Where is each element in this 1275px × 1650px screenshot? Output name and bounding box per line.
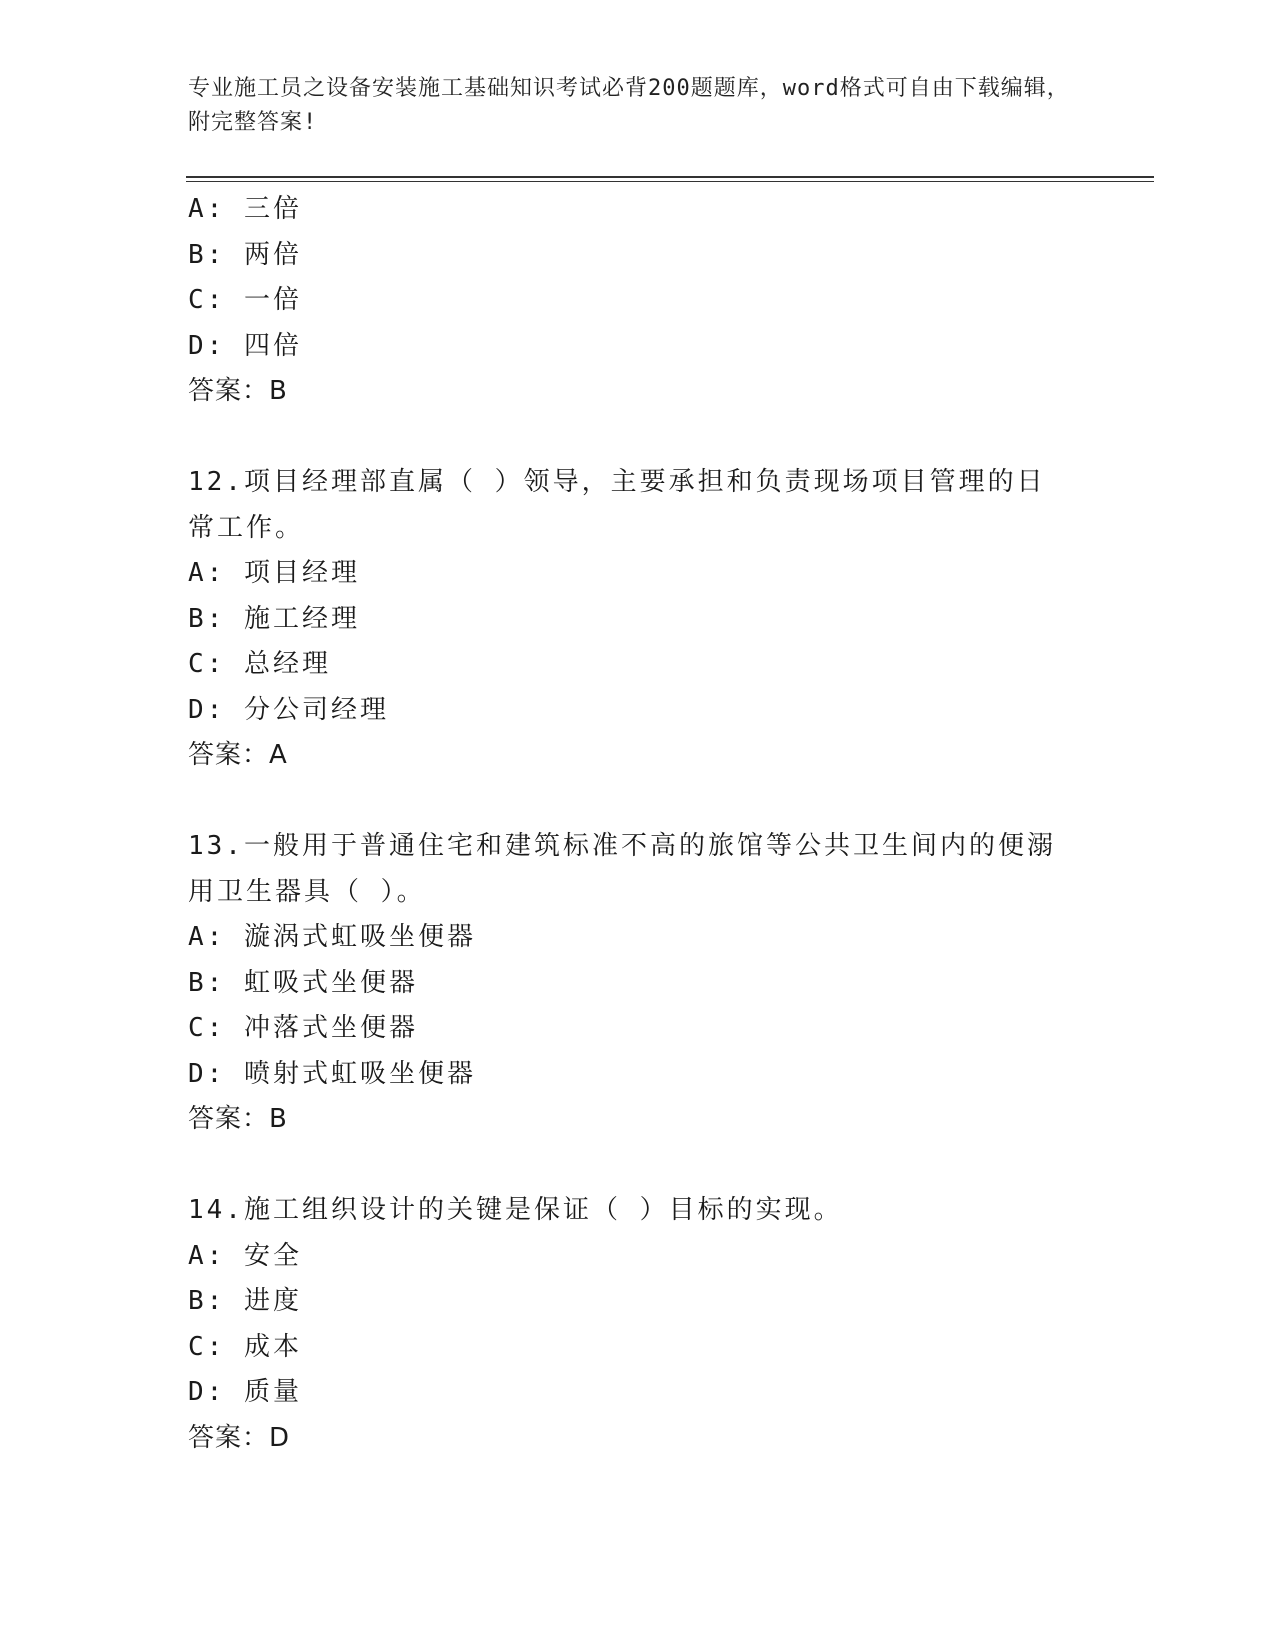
option-c: C: 成本 [188,1331,302,1362]
spacer [188,1143,1088,1189]
question-stem: 12.项目经理部直属（ ）领导，主要承担和负责现场项目管理的日常工作。 [188,467,1046,543]
option-a: A: 三倍 [188,194,302,224]
header-rule-thick [186,176,1154,178]
option-d: D: 质量 [188,1377,302,1407]
question-stem: 13.一般用于普通住宅和建筑标准不高的旅馆等公共卫生间内的便溺用卫生器具（ ）。 [188,831,1056,907]
spacer [188,415,1088,461]
question-stem: 14.施工组织设计的关键是保证（ ）目标的实现。 [188,1195,843,1225]
option-c: C: 冲落式坐便器 [188,1013,418,1043]
answer: 答案：A [188,740,288,770]
option-b: B: 两倍 [188,239,302,270]
option-d: D: 分公司经理 [188,694,389,725]
spacer [188,779,1088,825]
option-b: B: 进度 [188,1286,302,1316]
option-a: A: 安全 [188,1240,302,1271]
question-13 [188,824,1088,1143]
document-header: 专业施工员之设备安装施工基础知识考试必背200题题库，word格式可自由下载编辑，附完整答案! [188,76,1070,135]
option-b: B: 施工经理 [188,603,360,634]
question-12 [188,460,1088,779]
question-11 [188,187,1088,415]
option-a: A: 项目经理 [188,558,360,588]
answer: 答案：B [188,1104,288,1134]
answer: 答案：D [188,1422,291,1453]
question-14 [188,1188,1088,1461]
question-list [188,187,1088,1461]
option-d: D: 喷射式虹吸坐便器 [188,1058,476,1089]
option-b: B: 虹吸式坐便器 [188,967,418,998]
answer: 答案：B [188,376,288,406]
option-a: A: 漩涡式虹吸坐便器 [188,922,476,952]
option-c: C: 一倍 [188,285,302,315]
option-c: C: 总经理 [188,649,331,679]
option-d: D: 四倍 [188,330,302,361]
header-rule-thin [186,181,1154,182]
